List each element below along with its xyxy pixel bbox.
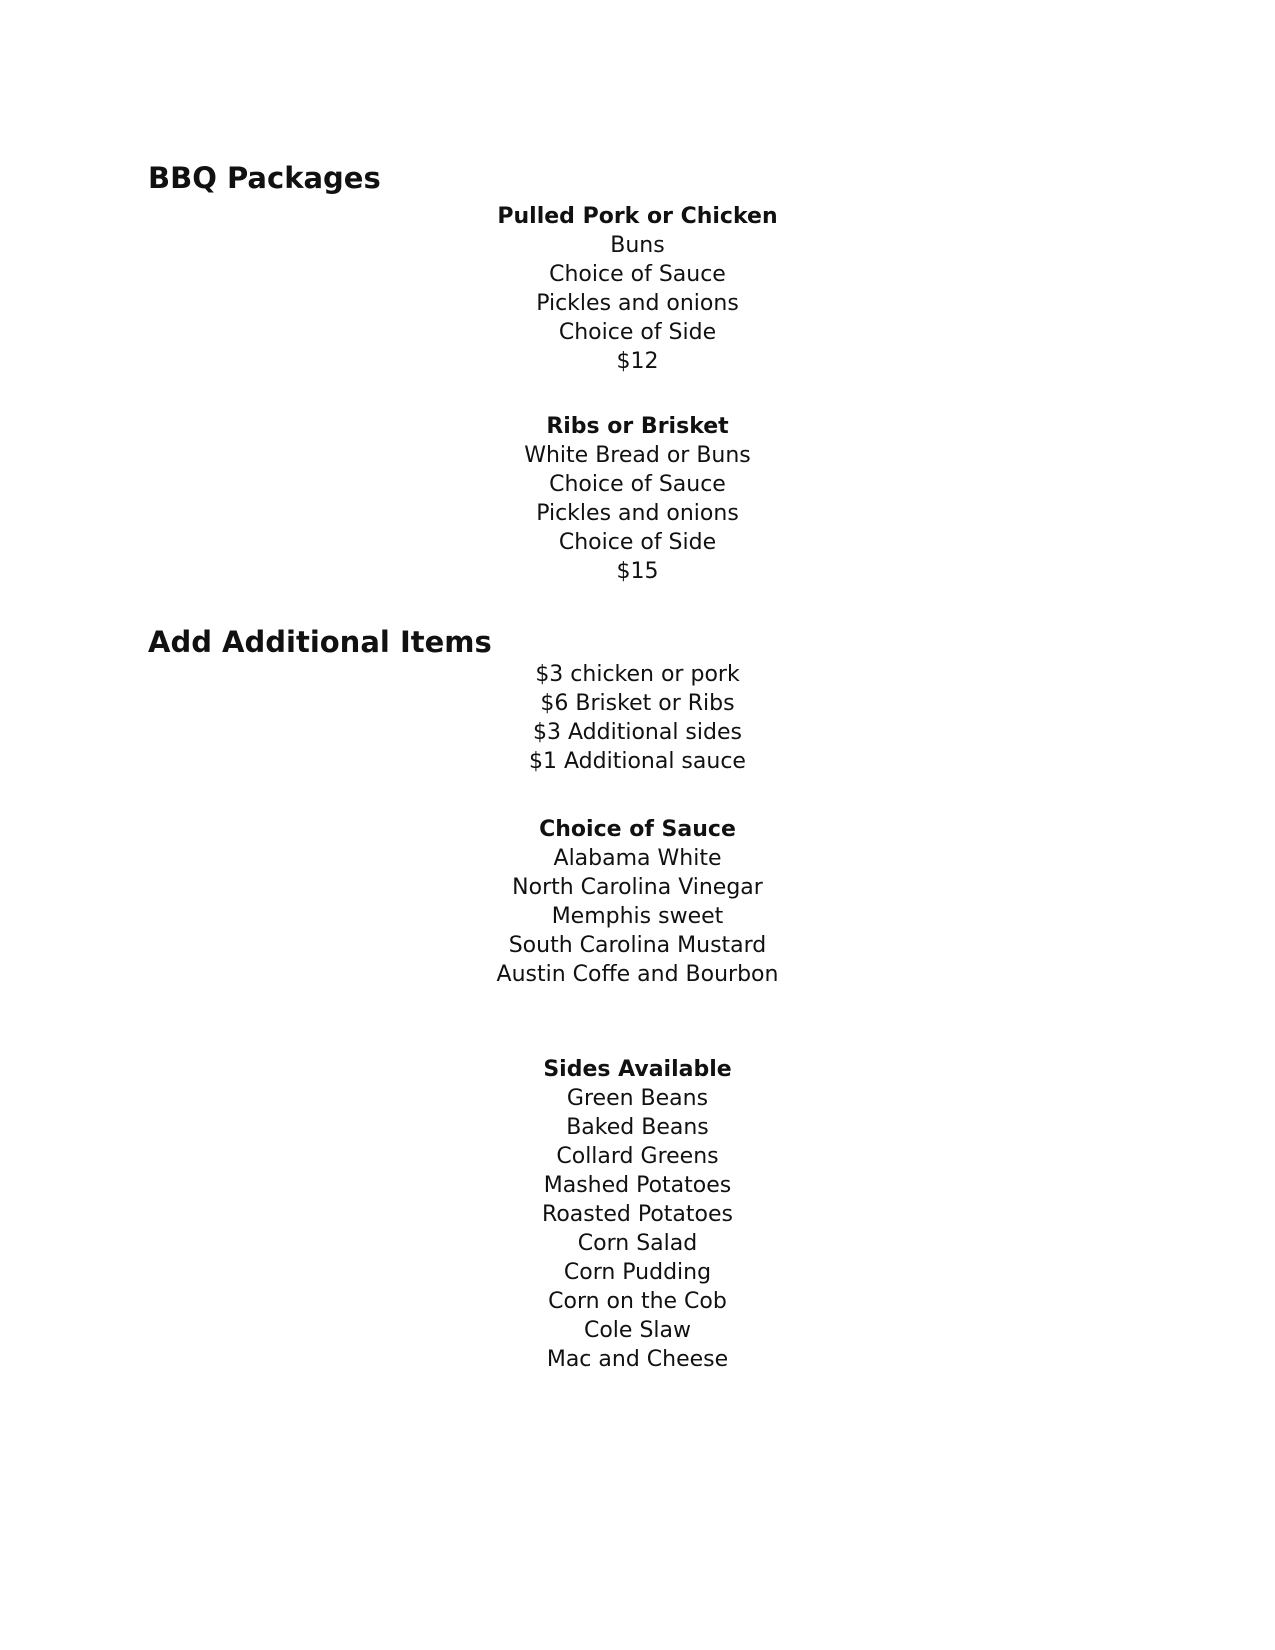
sauce-item: Austin Coffe and Bourbon bbox=[496, 962, 779, 987]
additional-item: $1 Additional sauce bbox=[529, 749, 746, 774]
package-pulled-pork-chicken bbox=[0, 202, 1275, 376]
package-item: Pickles and onions bbox=[536, 291, 739, 316]
additional-item: $3 chicken or pork bbox=[535, 662, 740, 687]
side-item: Cole Slaw bbox=[583, 1318, 691, 1343]
side-item: Collard Greens bbox=[556, 1144, 719, 1169]
side-item: Baked Beans bbox=[566, 1115, 709, 1140]
add-additional-items-heading: Add Additional Items bbox=[148, 625, 492, 659]
sauce-list bbox=[0, 815, 1275, 989]
side-item: Corn Pudding bbox=[563, 1260, 712, 1285]
side-item: Mashed Potatoes bbox=[543, 1173, 732, 1198]
package-item: White Bread or Buns bbox=[524, 443, 751, 468]
side-item: Corn on the Cob bbox=[548, 1289, 727, 1314]
sides-list bbox=[0, 1055, 1275, 1374]
package-item: Choice of Sauce bbox=[549, 472, 726, 497]
package-price: $15 bbox=[616, 559, 659, 584]
side-item: Roasted Potatoes bbox=[542, 1202, 733, 1227]
package-item: Choice of Sauce bbox=[549, 262, 726, 287]
sides-title: Sides Available bbox=[543, 1057, 732, 1082]
side-item: Mac and Cheese bbox=[546, 1347, 729, 1372]
package-item: Pickles and onions bbox=[536, 501, 739, 526]
additional-item: $6 Brisket or Ribs bbox=[540, 691, 735, 716]
package-ribs-brisket bbox=[0, 412, 1275, 586]
sauce-item: South Carolina Mustard bbox=[508, 933, 767, 958]
package-price: $12 bbox=[616, 349, 659, 374]
sauce-item: North Carolina Vinegar bbox=[512, 875, 763, 900]
package-item: Choice of Side bbox=[558, 320, 717, 345]
package-title: Ribs or Brisket bbox=[546, 414, 729, 439]
side-item: Corn Salad bbox=[577, 1231, 698, 1256]
sauce-item: Memphis sweet bbox=[551, 904, 724, 929]
package-item: Buns bbox=[610, 233, 665, 258]
side-item: Green Beans bbox=[566, 1086, 709, 1111]
sauce-item: Alabama White bbox=[553, 846, 722, 871]
package-item: Choice of Side bbox=[558, 530, 717, 555]
sauce-title: Choice of Sauce bbox=[539, 817, 736, 842]
additional-item: $3 Additional sides bbox=[533, 720, 742, 745]
bbq-packages-heading: BBQ Packages bbox=[148, 161, 381, 195]
package-title: Pulled Pork or Chicken bbox=[497, 204, 778, 229]
additional-items-list bbox=[0, 660, 1275, 776]
